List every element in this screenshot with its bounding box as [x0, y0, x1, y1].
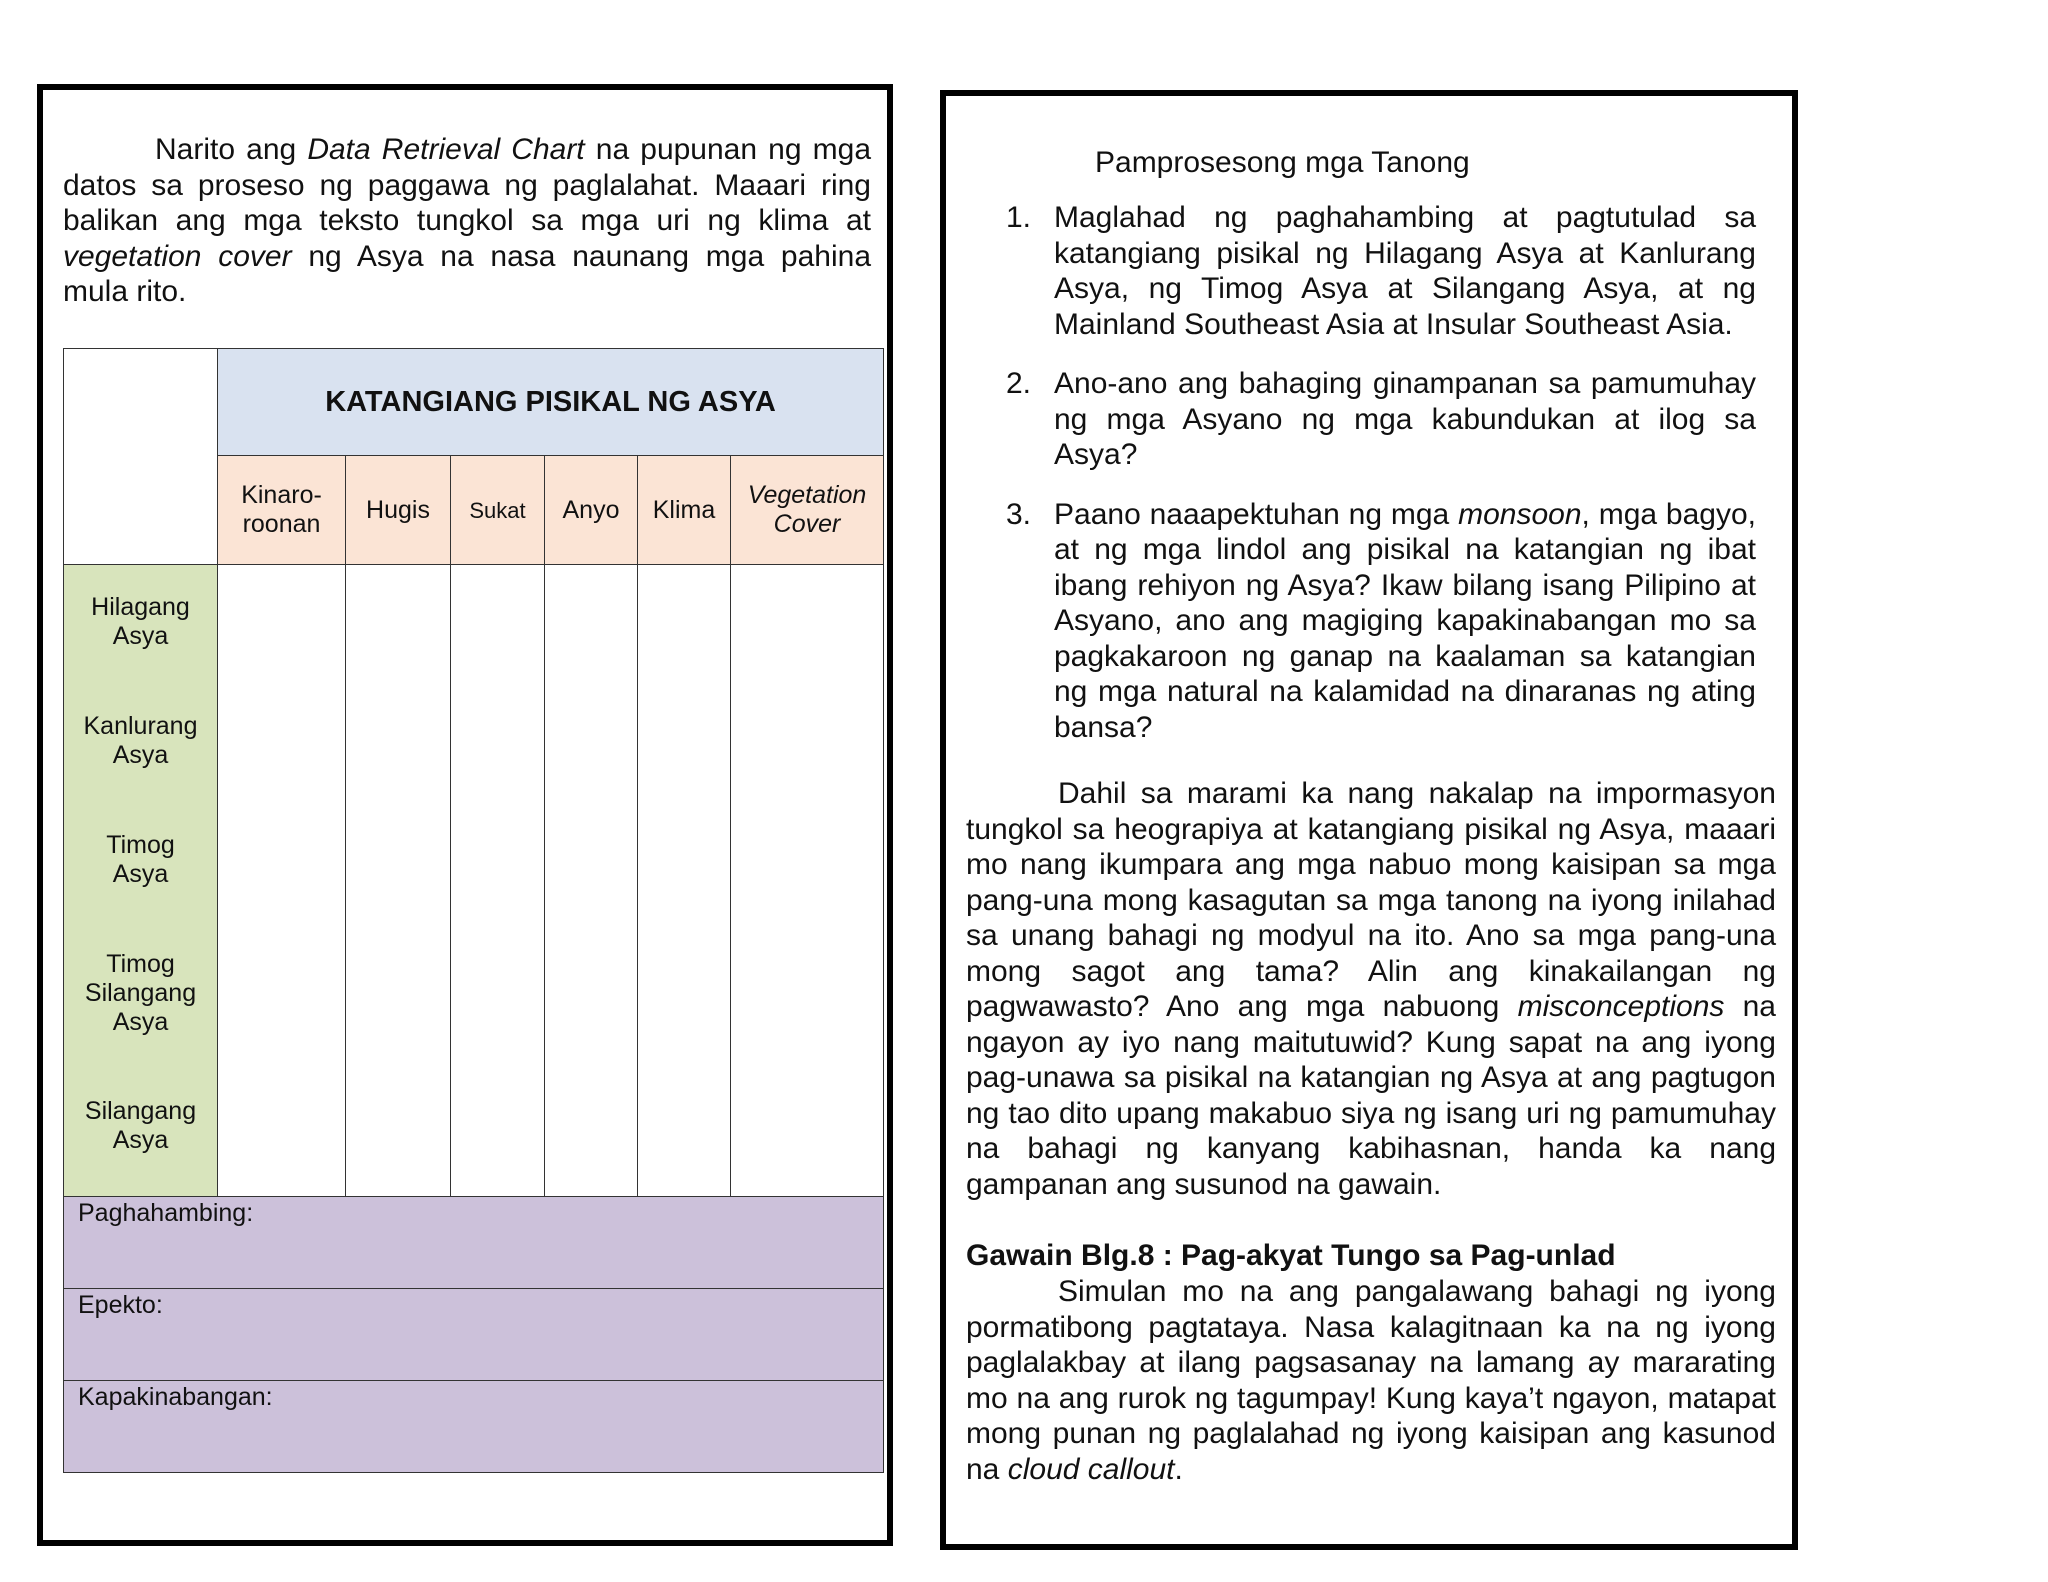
region-timog-asya: Timog Asya [106, 831, 175, 888]
col-header-hugis: Hugis [346, 456, 451, 565]
question-number: 1. [1006, 201, 1032, 234]
data-cell-sukat[interactable] [451, 565, 545, 1197]
region-timog-silangang-asya: Timog Silangang Asya [84, 950, 197, 1036]
question-text: Ano-ano ang bahaging ginampanan sa pamumuhay ng mga Asyano ng mga kabundukan at ilog sa Asya? [1054, 367, 1756, 471]
activity-paragraph [966, 1274, 1776, 1487]
col-header-kinaroroonan: Kinaro- roonan [218, 456, 346, 565]
col-header-vegetation-cover: Vegetation Cover [731, 456, 884, 565]
intro-term-drc: Data Retrieval Chart [307, 133, 585, 166]
summary-term-misconceptions: misconceptions [1517, 990, 1725, 1023]
data-cell-kinaroroonan[interactable] [218, 565, 346, 1197]
right-page [940, 90, 1798, 1550]
col-header-sukat: Sukat [451, 456, 545, 565]
col-header-klima: Klima [638, 456, 731, 565]
data-cell-vegetation[interactable] [731, 565, 884, 1197]
table-title: KATANGIANG PISIKAL NG ASYA [218, 349, 884, 456]
region-column [64, 565, 218, 1197]
question-text: Maglahad ng paghahambing at pagtutulad sa katangiang pisikal ng Hilagang Asya at Kanlurang Asya, ng Timog Asya at Silangang Asya, at ng Mainland Southeast Asia at Insular Southeast Asia. [1054, 201, 1756, 341]
data-cell-anyo[interactable] [545, 565, 638, 1197]
summary-paragraph [966, 776, 1776, 1202]
activity-title: Gawain Blg.8 : Pag-akyat Tungo sa Pag-unlad [966, 1239, 1616, 1272]
data-retrieval-chart [63, 348, 884, 1473]
activity-text-1: Simulan mo na ang pangalawang bahagi ng iyong pormatibong pagtataya. Nasa kalagitnaan ka na ng iyong paglalakbay at ilang pagsasanay na lamang ay mararating mo na ang rurok ng tagumpay! Kung kaya’t ngayon, matapat mong punan ng paglalahad ng iyong kaisipan ang kasunod na [966, 1275, 1776, 1486]
data-cell-klima[interactable] [638, 565, 731, 1197]
footer-kapakinabangan[interactable]: Kapakinabangan: [64, 1381, 884, 1473]
region-kanlurang-asya: Kanlurang Asya [83, 712, 198, 769]
intro-text-1: Narito ang [155, 133, 308, 166]
data-cell-hugis[interactable] [346, 565, 451, 1197]
footer-paghahambing[interactable]: Paghahambing: [64, 1197, 884, 1289]
left-page [37, 84, 893, 1546]
question-text: Paano naaapektuhan ng mga monsoon, mga bagyo, at ng mga lindol ang pisikal na katangian ng ibat ibang rehiyon ng Asya? Ikaw bilang isang Pilipino at Asyano, ano ang magiging kapakinabangan mo sa pagkakaroon ng ganap na kaalaman sa katangian ng mga natural na kalamidad na dinaranas ng ating bansa? [1054, 497, 1756, 744]
question-number: 2. [1006, 367, 1032, 400]
intro-text-3: ng Asya na nasa naunang mga pahina mula rito. [63, 239, 872, 308]
question-item [1006, 200, 1756, 342]
footer-epekto[interactable]: Epekto: [64, 1289, 884, 1381]
processing-questions-heading: Pamprosesong mga Tanong [1095, 146, 1470, 179]
intro-paragraph [63, 132, 871, 310]
table-corner [64, 349, 218, 565]
activity-term-cloud-callout: cloud callout [1007, 1452, 1175, 1486]
question-list [1006, 200, 1756, 769]
question-number: 3. [1006, 497, 1032, 531]
question-item [1006, 497, 1756, 746]
region-hilagang-asya: Hilagang Asya [91, 593, 190, 650]
region-silangang-asya: Silangang Asya [84, 1097, 197, 1154]
summary-text-1: Dahil sa marami ka nang nakalap na impormasyon tungkol sa heograpiya at katangiang pisikal ng Asya, maaari mo nang ikumpara ang mga nabuo mong kaisipan sa mga pang-una mong kasagutan sa mga tanong na iyong inilahad sa unang bahagi ng modyul na ito. Ano sa mga pang-una mong sagot ang tama? Alin ang kinakailangan ng pagwawasto? Ano ang mga nabuong [966, 777, 1776, 1023]
summary-text-2: na ngayon ay iyo nang maitutuwid? Kung sapat na ang iyong pag-unawa sa pisikal na katangian ng Asya at ang pagtugon ng tao dito upang makabuo siya ng isang uri ng pamumuhay na bahagi ng kanyang kabihasnan, handa ka nang gampanan ang susunod na gawain. [966, 990, 1776, 1201]
question-item [1006, 366, 1756, 473]
activity-text-2: . [1174, 1452, 1183, 1486]
intro-term-vegetation: vegetation cover [63, 239, 292, 273]
col-header-anyo: Anyo [545, 456, 638, 565]
intro-text-2: na pupunan ng mga datos sa proseso ng paggawa ng paglalahat. Maaari ring balikan ang mga teksto tungkol sa mga uri ng klima at [63, 133, 872, 237]
